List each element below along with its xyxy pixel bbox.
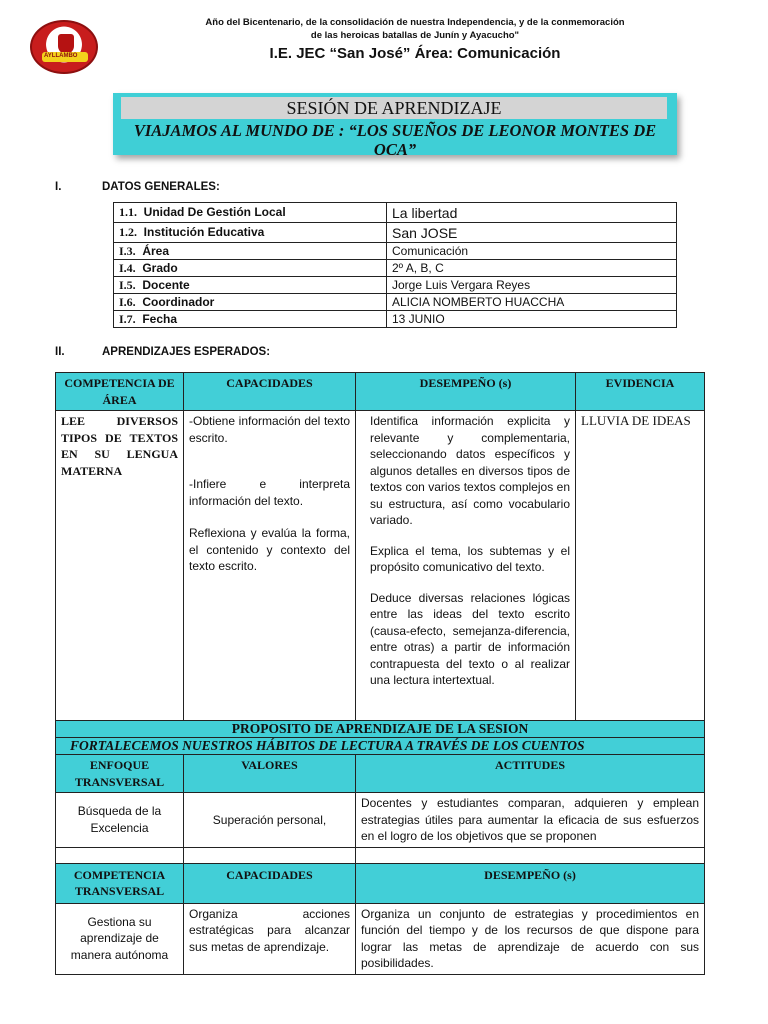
header-motto [150, 16, 680, 42]
proposito-text-row [56, 738, 705, 755]
header-enfoque: ENFOQUE TRANSVERSAL [56, 755, 184, 793]
datos-value: 13 JUNIO [387, 311, 677, 328]
datos-num: 1.2. [119, 225, 137, 239]
capacidad-item: Reflexiona y evalúa la forma, el contenido y contexto del texto escrito. [189, 526, 350, 573]
datos-row [114, 203, 677, 223]
header-capacidades: CAPACIDADES [184, 373, 356, 411]
header-motto-line1: Año del Bicentenario, de la consolidación de nuestra Independencia, y de la conmemoración [205, 17, 625, 28]
datos-label: Institución Educativa [143, 225, 265, 239]
valor-value: Superación personal, [184, 793, 356, 848]
spacer-row [56, 847, 705, 863]
datos-num: I.5. [119, 277, 136, 292]
desempeno-item: Explica el tema, los subtemas y el propósito comunicativo del texto. [370, 543, 570, 574]
empty-cell [184, 847, 356, 863]
capacidades-cell [184, 411, 356, 721]
table-row [56, 411, 705, 721]
desempeno-item: Identifica información explicita y relevante y complementaria, seleccionando datos específicos y algunos detalles en diversos tipos de textos con varios textos complejos en su estructura, así como vocabulario variado. [370, 414, 570, 527]
header-competencia: COMPETENCIA DE ÁREA [56, 373, 184, 411]
transversal-competencia: Gestiona su aprendizaje de manera autónoma [56, 903, 184, 974]
datos-generales-table [113, 202, 677, 328]
logo-shield-icon [58, 34, 74, 54]
section-1-title: DATOS GENERALES: [102, 181, 220, 193]
session-title-box [113, 93, 677, 155]
school-area-title: I.E. JEC “San José” Área: Comunicación [269, 45, 561, 62]
proposito-text: FORTALECEMOS NUESTROS HÁBITOS DE LECTURA A TRAVÉS DE LOS CUENTOS [56, 738, 705, 755]
enfoque-header-row [56, 755, 705, 793]
aprendizajes-table [55, 372, 705, 975]
empty-cell [356, 847, 705, 863]
datos-value: San JOSE [387, 223, 677, 243]
logo-text: AYLLAMBO [44, 53, 78, 59]
datos-row [114, 311, 677, 328]
datos-value: ALICIA NOMBERTO HUACCHA [387, 294, 677, 311]
desempenos-cell [356, 411, 576, 721]
proposito-title-row [56, 721, 705, 738]
header-motto-line2: de las heroicas batallas de Junín y Ayacucho" [310, 30, 520, 41]
header-valores: VALORES [184, 755, 356, 793]
transversal-capacidad: Organiza acciones estratégicas para alcanzar sus metas de aprendizaje. [184, 903, 356, 974]
datos-row [114, 223, 677, 243]
transversal-desempeno: Organiza un conjunto de estrategias y procedimientos en función del tiempo y de los recursos de que dispone para lograr las metas de aprendizaje de acuerdo con sus posibilidades. [356, 903, 705, 974]
table-row [56, 903, 705, 974]
datos-label: Grado [142, 260, 178, 275]
header-transversal-desempeno: DESEMPEÑO (s) [356, 863, 705, 903]
transversal-header-row [56, 863, 705, 903]
session-subtitle: VIAJAMOS AL MUNDO DE : “LOS SUEÑOS DE LEONOR MONTES DE OCA” [133, 121, 657, 155]
datos-value: Jorge Luis Vergara Reyes [387, 277, 677, 294]
datos-num: 1.1. [119, 205, 137, 219]
datos-row [114, 260, 677, 277]
datos-num: I.7. [119, 311, 136, 326]
datos-num: I.4. [119, 260, 136, 275]
actitud-value: Docentes y estudiantes comparan, adquieren y emplean estrategias útiles para aumentar la eficacia de sus esfuerzos en el logro de los objetivos que se proponen [356, 793, 705, 848]
datos-row [114, 277, 677, 294]
capacidad-item: -Obtiene información del texto escrito. [189, 414, 350, 445]
desempeno-item: Deduce diversas relaciones lógicas entre las ideas del texto escrito (causa-efecto, semejanza-diferencia, entre otras) a partir de información contrapuesta del texto o al realizar una lectura intertextual. [370, 590, 570, 687]
datos-row [114, 243, 677, 260]
datos-row [114, 294, 677, 311]
empty-cell [56, 847, 184, 863]
datos-label: Coordinador [142, 294, 215, 309]
session-title: SESIÓN DE APRENDIZAJE [121, 97, 667, 119]
header-transversal-capacidades: CAPACIDADES [184, 863, 356, 903]
header-evidencia: EVIDENCIA [576, 373, 705, 411]
section-2-number: II. [55, 346, 65, 358]
header-desempeno: DESEMPEÑO (s) [356, 373, 576, 411]
enfoque-value: Búsqueda de la Excelencia [56, 793, 184, 848]
datos-label: Docente [142, 277, 190, 292]
table-header-row [56, 373, 705, 411]
datos-num: I.6. [119, 294, 136, 309]
school-logo [30, 20, 98, 74]
datos-value: Comunicación [387, 243, 677, 260]
datos-num: I.3. [119, 243, 136, 258]
proposito-title: PROPOSITO DE APRENDIZAJE DE LA SESION [56, 721, 705, 738]
evidencia-cell: LLUVIA DE IDEAS [576, 411, 705, 721]
competencia-area: LEE DIVERSOS TIPOS DE TEXTOS EN SU LENGUA MATERNA [56, 411, 184, 721]
header-actitudes: ACTITUDES [356, 755, 705, 793]
datos-label: Área [142, 243, 170, 258]
capacidad-item: -Infiere e interpreta información del texto. [189, 477, 350, 508]
header-competencia-transversal: COMPETENCIA TRANSVERSAL [56, 863, 184, 903]
datos-label: Unidad De Gestión Local [143, 205, 286, 219]
table-row [56, 793, 705, 848]
section-2-title: APRENDIZAJES ESPERADOS: [102, 346, 271, 358]
section-1-number: I. [55, 181, 62, 193]
datos-label: Fecha [142, 311, 178, 326]
datos-value: 2º A, B, C [387, 260, 677, 277]
datos-value: La libertad [387, 203, 677, 223]
